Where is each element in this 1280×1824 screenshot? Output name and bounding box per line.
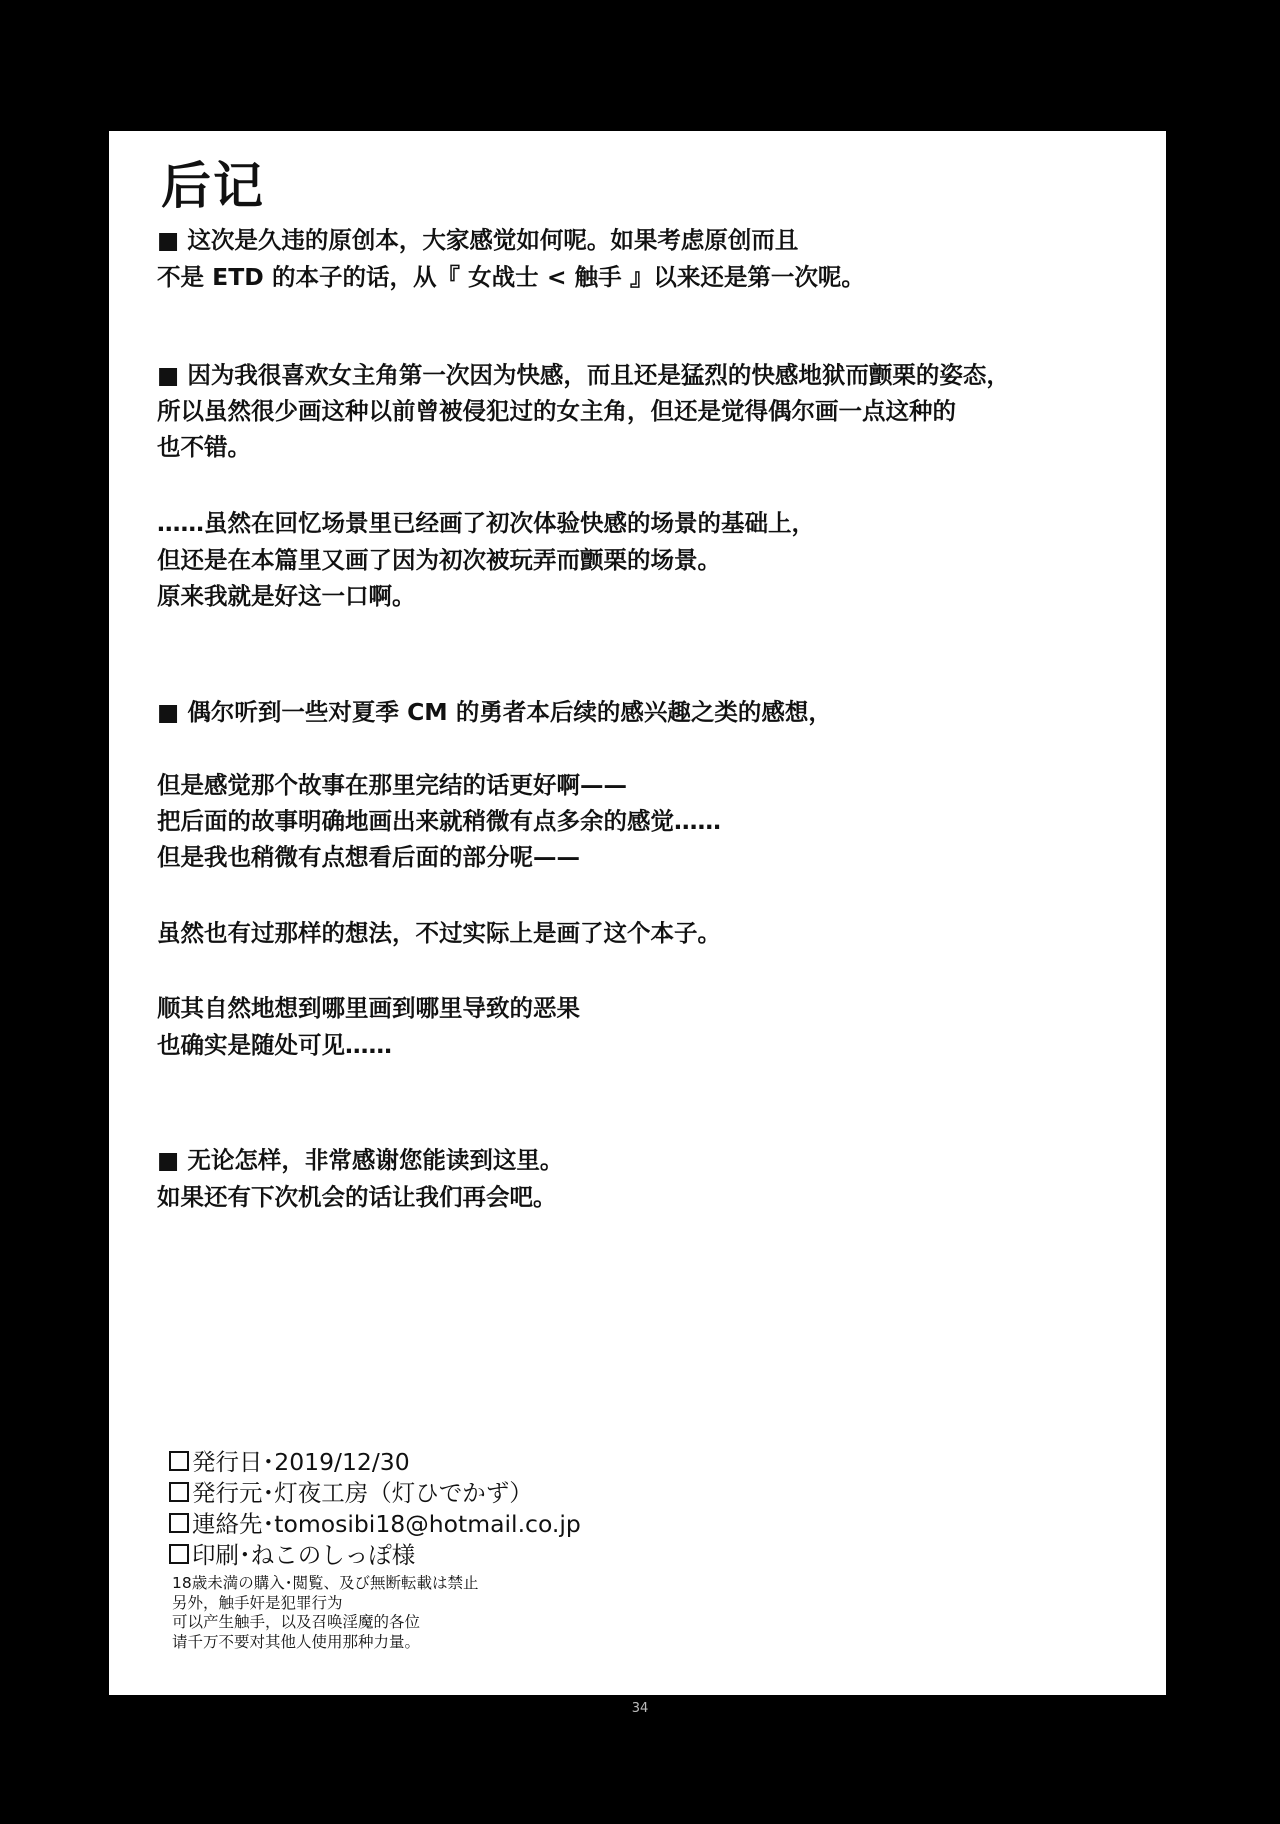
checkbox-icon	[169, 1482, 189, 1502]
body-line: 也不错。	[157, 433, 251, 461]
body-line: 顺其自然地想到哪里画到哪里导致的恶果	[157, 994, 580, 1022]
colophon-printer-text: 印刷･ねこのしっぽ様	[192, 1541, 416, 1569]
body-line: 原来我就是好这一口啊。	[157, 582, 416, 610]
colophon-publisher-text: 発行元･灯夜工房（灯ひでかず）	[192, 1479, 533, 1507]
body-line: ……虽然在回忆场景里已经画了初次体验快感的场景的基础上，	[157, 509, 815, 537]
body-line: 但是我也稍微有点想看后面的部分呢——	[157, 843, 580, 871]
body-line: 如果还有下次机会的话让我们再会吧。	[157, 1183, 557, 1211]
checkbox-icon	[169, 1451, 189, 1471]
checkbox-icon	[169, 1513, 189, 1533]
note-line: 18歳未満の購入･閲覧、及び無断転載は禁止	[172, 1574, 479, 1592]
body-line: 所以虽然很少画这种以前曾被侵犯过的女主角，但还是觉得偶尔画一点这种的	[157, 397, 956, 425]
body-line: ■ 偶尔听到一些对夏季 CM 的勇者本后续的感兴趣之类的感想，	[157, 698, 832, 726]
note-line: 可以产生触手，以及召唤淫魔的各位	[172, 1613, 421, 1631]
page-number: 34	[631, 1701, 649, 1716]
body-line: ■ 无论怎样，非常感谢您能读到这里。	[157, 1146, 564, 1174]
body-line: ■ 这次是久违的原创本，大家感觉如何呢。如果考虑原创而且	[157, 226, 799, 254]
body-line: 也确实是随处可见……	[157, 1031, 392, 1059]
colophon-contact	[169, 1509, 581, 1540]
body-line: 但还是在本篇里又画了因为初次被玩弄而颤栗的场景。	[157, 546, 721, 574]
legal-notes	[172, 1574, 478, 1652]
colophon-contact-text: 連絡先･tomosibi18@hotmail.co.jp	[192, 1510, 581, 1538]
page-sheet	[109, 131, 1166, 1695]
colophon	[169, 1447, 581, 1571]
colophon-printer	[169, 1540, 581, 1571]
body-line: 虽然也有过那样的想法，不过实际上是画了这个本子。	[157, 919, 721, 947]
body-line: 不是 ETD 的本子的话，从『 女战士 < 触手 』以来还是第一次呢。	[157, 263, 865, 291]
page-title: 后记	[161, 157, 265, 215]
note-line: 另外，触手奸是犯罪行为	[172, 1593, 343, 1612]
body-line: 把后面的故事明确地画出来就稍微有点多余的感觉……	[157, 807, 721, 835]
checkbox-icon	[169, 1544, 189, 1564]
colophon-date-text: 発行日･2019/12/30	[192, 1448, 410, 1476]
colophon-publisher	[169, 1478, 581, 1509]
body-line: ■ 因为我很喜欢女主角第一次因为快感，而且还是猛烈的快感地狱而颤栗的姿态，	[157, 361, 1010, 389]
note-line: 请千万不要对其他人使用那种力量。	[172, 1632, 421, 1651]
colophon-date	[169, 1447, 581, 1478]
body-line: 但是感觉那个故事在那里完结的话更好啊——	[157, 771, 627, 799]
